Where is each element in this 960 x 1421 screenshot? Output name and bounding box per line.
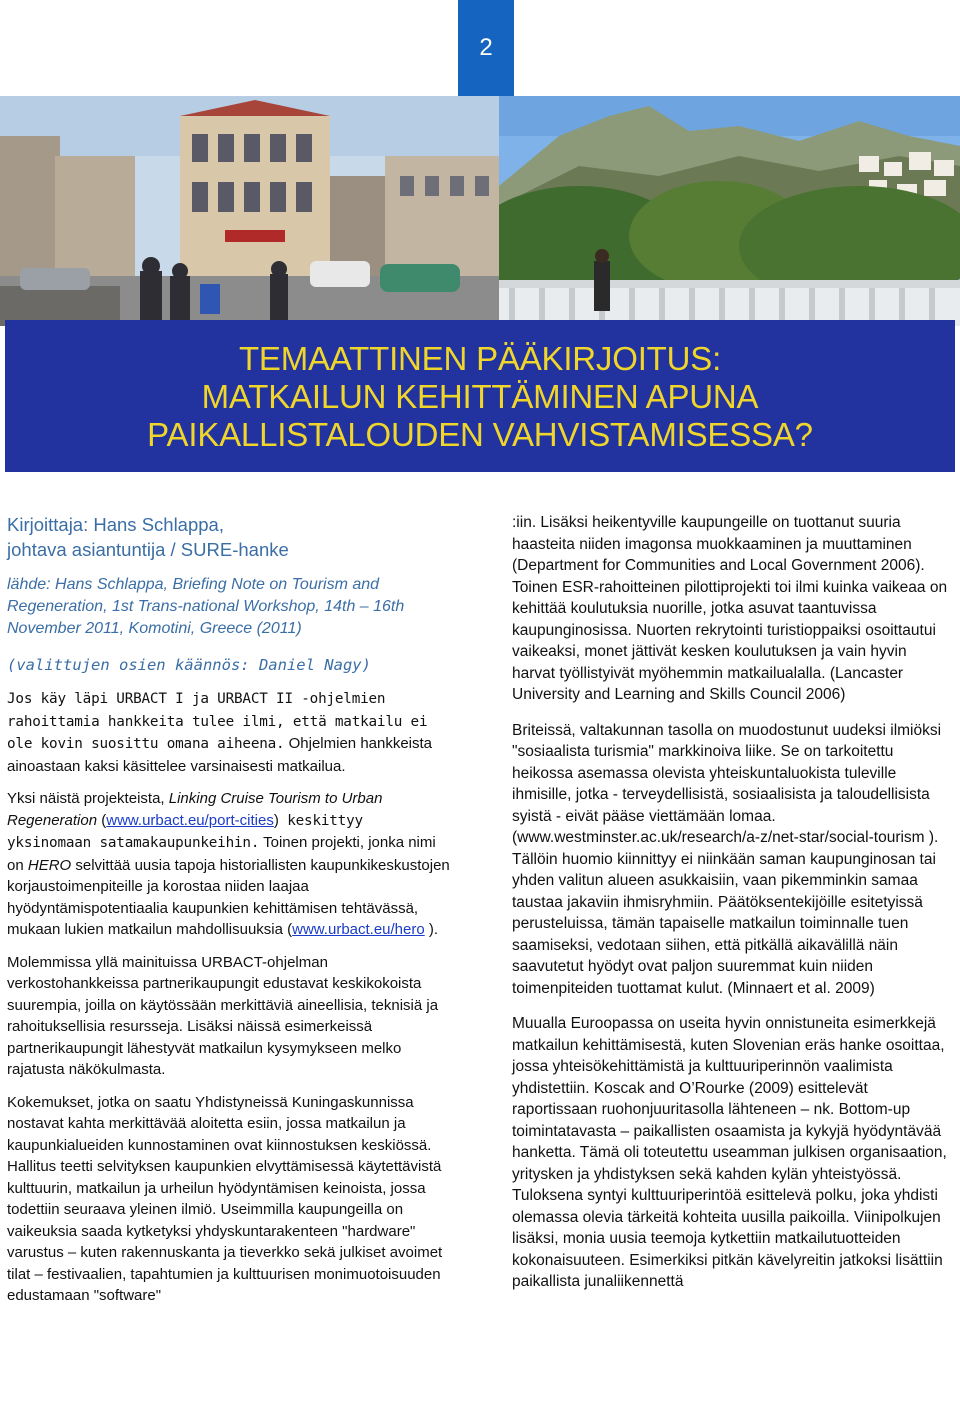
project-name-cruise: Linking Cruise Tourism to Urban Regeneration — [7, 790, 383, 829]
project-name-hero: HERO — [27, 856, 72, 874]
photo-town-square — [0, 96, 499, 326]
title-line-1: TEMAATTINEN PÄÄKIRJOITUS: — [238, 340, 722, 377]
paragraph-right-1: :iin. Lisäksi heikentyville kaupungeille on tuottanut suuria haasteita niiden imagonsa muokkaaminen ja muuttaminen (Department for Communities and Local Government 2006). Toinen ESR-rahoitteinen pilottiprojekti toi ilmi kuinka vaikeaa on kehittää koulutuksia nuorille, jotka asuvat taantuvissa kaupunginosissa. Nuorten rekrytointi turistioppaiksi osoittautui vaikeaksi, monet jättivät kesken koulutuksen ja vain hyvin harvat työllistyivät myöhemmin matkailualalla. (Lancaster University and Learning and Skills Council 2006) — [512, 514, 948, 703]
photo-town-square-graphic — [0, 96, 499, 326]
paragraph-left-1 — [7, 688, 452, 777]
translation-note: (valittujen osien käännös: Daniel Nagy) — [7, 656, 371, 674]
p2-pre: Yksi näistä projekteista, — [7, 790, 169, 807]
link-port-cities[interactable]: www.urbact.eu/port-cities — [106, 811, 274, 829]
p2-open: ( — [97, 811, 107, 829]
paragraph-left-3: Molemmissa yllä mainituissa URBACT-ohjelman verkostohankkeissa partnerikaupungit edustavat keskikokoista suurempia, joilla on käytössään merkittäviä aineellisia, teknisiä ja rahoituksellisia resursseja. Lisäksi näissä esimerkeissä partnerikaupungit lähestyvät matkailun kysymykseen melko rajatusta näkökulmasta. — [7, 953, 439, 1078]
page-number: 2 — [479, 34, 493, 61]
title-band — [5, 320, 955, 472]
p2-mono: keskittyy yksinomaan satamakaupunkeihin. — [7, 812, 363, 851]
paragraph-left-1-mono: Jos käy läpi URBACT I ja URBACT II -ohjelmien rahoittamia hankkeita tulee ilmi, että matkailu ei ole kovin suosittu omana aiheena. — [7, 691, 428, 752]
p2-after: selvittää uusia tapoja historiallisten kaupunkikeskustojen korjaustoimenpiteille ja korostaa niiden laajaa hyödyntämispotentiaalia kaupunkien kehittämisen tehtävässä, mukaan lukien matkailun mahdollisuuksia ( — [7, 856, 450, 938]
author-line-1: Kirjoittaja: Hans Schlappa, — [7, 514, 224, 535]
paragraph-right-3: Muualla Euroopassa on useita hyvin onnistuneita esimerkkejä matkailun kehittämisestä, kuten Slovenian eräs hanke osoittaa, jossa yhteisökehittämistä ja kulttuuriperinnön vaalimista yhdistettiin. Koscak and O’Rourke (2009) esittelevät raportissaan ruohonjuuritasolla lähteneen – nk. Bottom-up toimintatavasta – paikallisten osaamista ja kykyjä hyödyntävää hanketta. Tämä oli toteutettu useamman julkisen organisaation, yritysken ja yhdistyksen sekä kahden kylän yhteistyössä. Tuloksena syntyi kulttuuriperintöä esittelevä polku, joka yhdisti olemassa olevia tärkeitä kohteita uusilla paikoilla. Viinipolkujen lisäksi, monia uusia teemoja kytkettiin matkailutuotteiden kokonaisuuteen. Esimerkiksi pitkän kävelyreitin jatkoksi lisättiin paikallista junaliikennettä — [512, 1015, 947, 1290]
photo-mountain-village — [499, 96, 960, 326]
paragraph-left-4: Kokemukset, jotka on saatu Yhdistyneissä Kuningaskunnissa nostavat kahta merkittävää aloitetta esiin, jossa matkailun ja kaupunkialueiden kunnostaminen ovat kiinnostuksen keskiössä. Hallitus teetti selvityksen kaupunkien elvyttämisessä käytettävistä kulttuurin, matkailun ja urheilun hyödyntämisen keinoista, jossa todettiin seuraava yleinen ilmiö. Useimmilla kaupungeilla on vaikeuksia saada kytketyksi yhdyskuntarakenteen "hardware" varustus – kuten rakennuskanta ja tieverkko sekä julkiset avoimet tilat – festivaalien, tapahtumien ja kulttuurisen monimuotoisuuden edustamaan "software" — [7, 1093, 443, 1304]
paragraph-left-1-rest: Ohjelmien hankkeista ainoastaan kaksi käsittelee varsinaisesti matkailua. — [7, 735, 433, 775]
title-line-3: PAIKALLISTALOUDEN VAHVISTAMISESSA? — [147, 416, 813, 453]
p2-rest: Toinen projekti, jonka nimi on — [7, 834, 436, 874]
right-column — [512, 512, 952, 1293]
title-line-2: MATKAILUN KEHITTÄMINEN APUNA — [201, 378, 759, 415]
paragraph-right-2: Briteissä, valtakunnan tasolla on muodostunut uudeksi ilmiöksi "sosiaalista turismia" markkinoiva liike. Se on tarkoitettu heikossa asemassa olevista yhteiskuntaluokista tuleville ihmisille, jotka - terveydellisistä, sosiaalisista ja taloudellisista syistä - eivät pääse viettämään lomaa. (www.westminster.ac.uk/research/a-z/net-star/social-tourism ). Tällöin huomio kiinnittyy ei niinkään saman kaupunginosan tai yhden valitun alueen asukkaisiin, vaan pikemminkin samaa taustaa jakaviin ihmisryhmiin. Päätöksentekijöille esitetyissä perusteluissa, tämän tapaiselle matkailun toiminnalle tuen saamiseksi, vedotaan siihen, että pitkällä aikavälillä näin saavutetut hyödyt ovat paljon suuremmat kuin niiden toimenpiteiden tuottamat kulut. (Minnaert et al. 2009) — [512, 721, 942, 997]
paragraph-left-2 — [7, 788, 452, 941]
author-line-2: johtava asiantuntija / SURE-hanke — [7, 539, 289, 560]
photo-mountain-village-graphic — [499, 96, 960, 326]
p2-close: ) — [273, 811, 279, 829]
link-hero[interactable]: www.urbact.eu/hero — [292, 921, 425, 938]
author-block — [7, 512, 452, 562]
page-number-box — [458, 0, 514, 96]
p2-end: ). — [424, 921, 439, 938]
source-note: lähde: Hans Schlappa, Briefing Note on Tourism and Regeneration, 1st Trans-national Workshop, 14th – 16th November 2011, Komotini, Greece (2011) — [7, 576, 405, 637]
left-column — [7, 512, 452, 1307]
